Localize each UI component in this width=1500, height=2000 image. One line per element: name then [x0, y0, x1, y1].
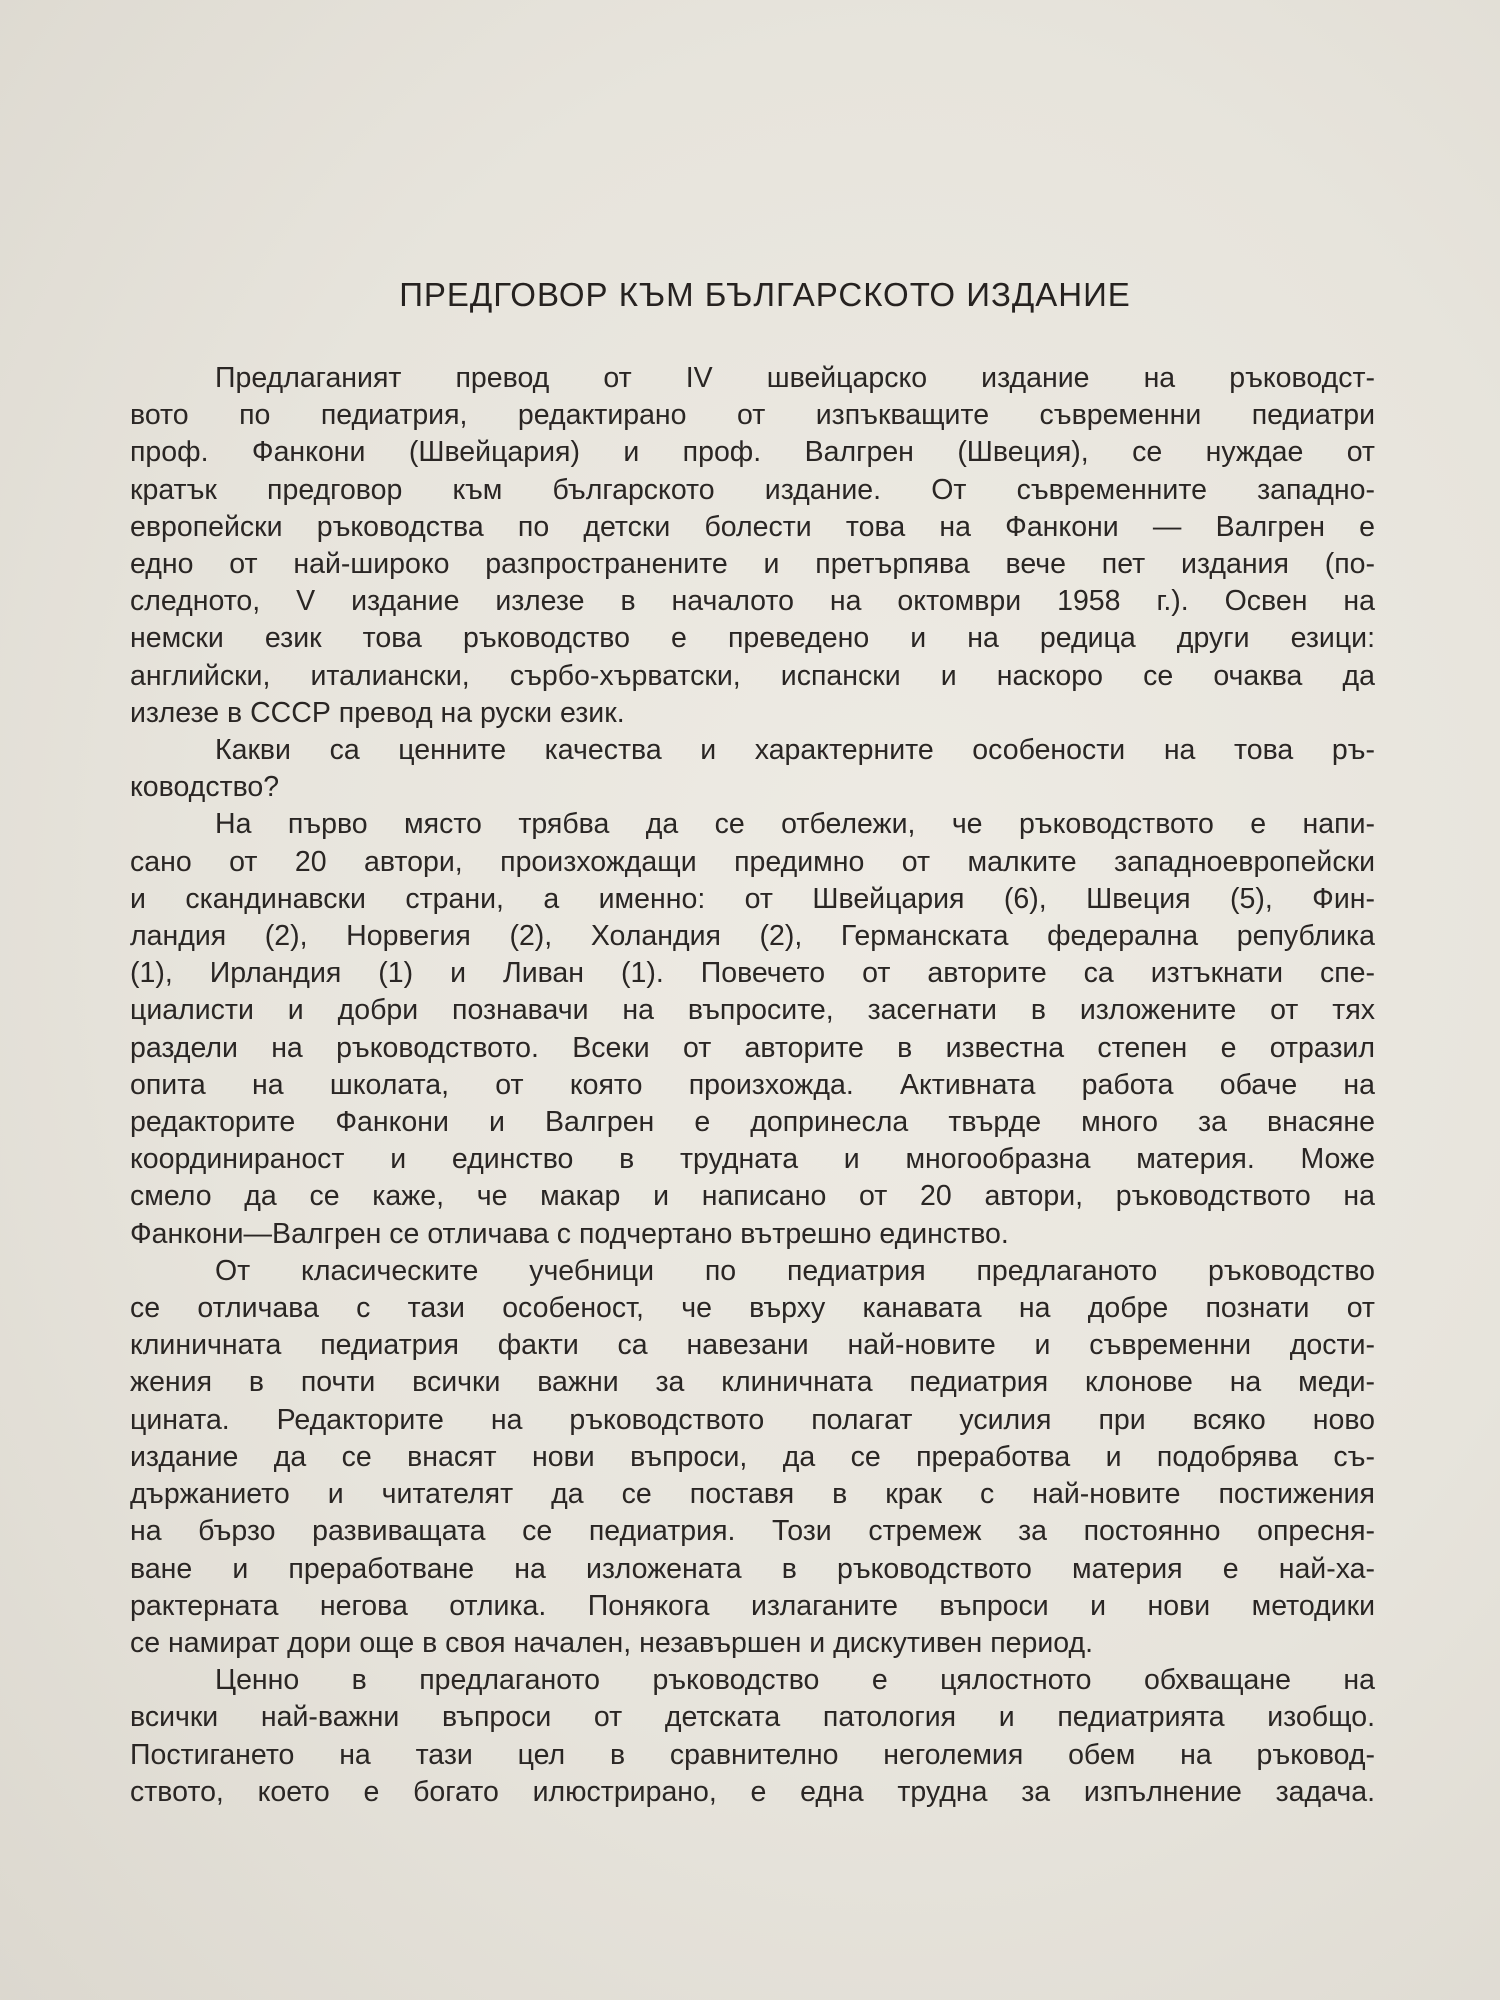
text-line: ландия (2), Норвегия (2), Холандия (2), Германската федерална република — [130, 920, 1375, 953]
page-body — [130, 360, 1375, 1811]
text-line: циалисти и добри познавачи на въпросите, засегнати в изложените от тях — [130, 994, 1375, 1027]
text-line: Ценно в предлаганото ръководство е цялостното обхващане на — [215, 1664, 1375, 1697]
text-line: английски, италиански, сърбо-хърватски, испански и наскоро се очаква да — [130, 659, 1375, 692]
paragraph-3 — [130, 806, 1375, 1252]
text-line: кратък предговор към българското издание. От съвременните западно- — [130, 473, 1375, 506]
text-line: на бързо развиващата се педиатрия. Този стремеж за постоянно опресня- — [130, 1515, 1375, 1548]
page-title: ПРЕДГОВОР КЪМ БЪЛГАРСКОТО ИЗДАНИЕ — [399, 276, 1131, 313]
text-line: държанието и читателят да се поставя в крак с най-новите постижения — [130, 1478, 1375, 1511]
text-line: Предлаганият превод от IV швейцарско издание на ръководст- — [215, 362, 1375, 394]
text-line: се отличава с тази особеност, че върху канавата на добре познати от — [130, 1292, 1375, 1325]
text-line: едно от най-широко разпространените и претърпява вече пет издания (по- — [130, 548, 1375, 581]
text-line: и скандинавски страни, а именно: от Швейцария (6), Швеция (5), Фин- — [130, 882, 1375, 915]
text-line: редакторите Фанкони и Валгрен е допринесла твърде много за внасяне — [130, 1106, 1375, 1139]
text-line: рактерната негова отлика. Понякога излаганите въпроси и нови методики — [130, 1589, 1375, 1622]
paragraph-1 — [130, 360, 1375, 732]
text-line: Постигането на тази цел в сравнително неголемия обем на ръковод- — [130, 1738, 1375, 1771]
text-line: се намират дори още в своя начален, незавършен и дискутивен период. — [130, 1626, 1094, 1659]
text-line: ството, което е богато илюстрирано, е една трудна за изпълнение задача. — [130, 1775, 1375, 1808]
text-line: опита на школата, от която произхожда. Активната работа обаче на — [130, 1068, 1375, 1101]
text-line: издание да се внасят нови въпроси, да се преработва и подобрява съ- — [130, 1440, 1375, 1473]
text-line: (1), Ирландия (1) и Ливан (1). Повечето от авторите са изтъкнати спе- — [130, 957, 1375, 990]
text-line: следното, V издание излезе в началото на октомври 1958 г.). Освен на — [130, 585, 1375, 618]
text-line: всички най-важни въпроси от детската патология и педиатрията изобщо. — [130, 1701, 1375, 1734]
paragraph-4 — [130, 1253, 1375, 1662]
text-line: европейски ръководства по детски болести това на Фанкони — Валгрен е — [130, 510, 1375, 543]
text-line: раздели на ръководството. Всеки от авторите в известна степен е отразил — [130, 1031, 1375, 1064]
text-line: немски език това ръководство е преведено и на редица други езици: — [130, 622, 1375, 655]
text-line: Какви са ценните качества и характерните особености на това ръ- — [215, 734, 1375, 767]
text-line: координираност и единство в трудната и многообразна материя. Може — [130, 1143, 1375, 1176]
text-line: излезе в СССР превод на руски език. — [130, 696, 625, 729]
paragraph-2 — [130, 732, 1375, 806]
text-line: вото по педиатрия, редактирано от изпъкващите съвременни педиатри — [130, 399, 1375, 432]
text-line: жения в почти всички важни за клиничната педиатрия клонове на меди- — [130, 1366, 1375, 1399]
text-line: цината. Редакторите на ръководството полагат усилия при всяко ново — [130, 1403, 1375, 1436]
text-line: ване и преработване на изложената в ръководството материя е най-ха- — [130, 1552, 1375, 1585]
text-line: клиничната педиатрия факти са навезани най-новите и съвременни дости- — [130, 1329, 1375, 1362]
text-line: сано от 20 автори, произхождащи предимно от малките западноевропейски — [130, 845, 1375, 878]
text-line: Фанкони—Валгрен се отличава с подчертано вътрешно единство. — [130, 1217, 1009, 1250]
text-line: ководство? — [130, 771, 280, 804]
text-line: На първо място трябва да се отбележи, че ръководството е напи- — [215, 808, 1375, 841]
text-line: смело да се каже, че макар и написано от 20 автори, ръководството на — [130, 1180, 1375, 1213]
paragraph-5 — [130, 1662, 1375, 1811]
text-line: От класическите учебници по педиатрия предлаганото ръководство — [215, 1254, 1375, 1287]
text-line: проф. Фанкони (Швейцария) и проф. Валгрен (Швеция), се нуждае от — [130, 436, 1375, 469]
